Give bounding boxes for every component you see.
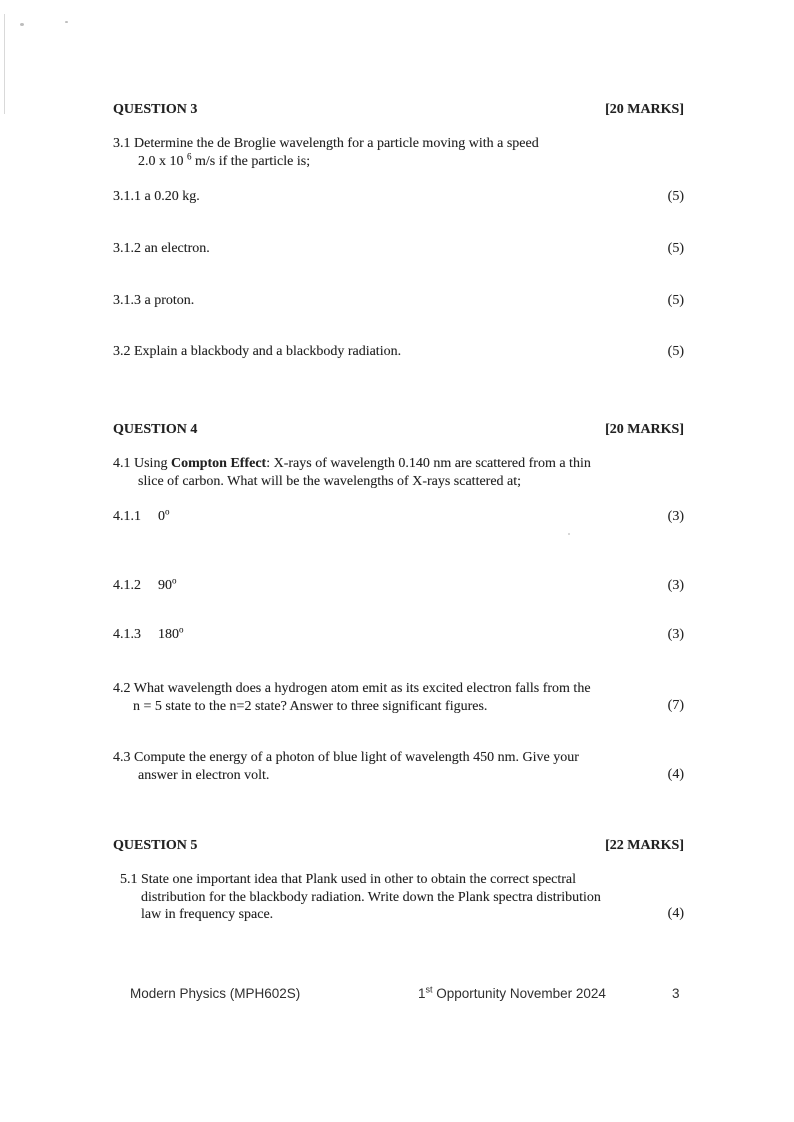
q5-1-line2: distribution for the blackbody radiation. Write down the Plank spectra distribution — [141, 889, 601, 905]
question-4-2 — [113, 680, 684, 715]
q4-1-3-marks: (3) — [667, 627, 684, 642]
q5-1-marks: (4) — [667, 906, 684, 921]
q3-1-1-marks: (5) — [667, 189, 684, 204]
question-3-1-1 — [113, 188, 684, 206]
q4-1-line2: slice of carbon. What will be the wavelengths of X-rays scattered at; — [138, 473, 522, 489]
q3-1-3-marks: (5) — [667, 293, 684, 308]
scan-artifact-line — [4, 14, 5, 114]
question4-title: QUESTION 4 — [113, 422, 198, 437]
question5-marks: [22 MARKS] — [605, 838, 684, 853]
q4-2-line2: n = 5 state to the n=2 state? Answer to three significant figures. — [133, 698, 488, 714]
question4-marks: [20 MARKS] — [605, 422, 684, 437]
q4-1-line1 — [113, 455, 684, 473]
q4-1-1-number: 4.1.1 — [113, 509, 141, 524]
q4-2-marks: (7) — [667, 697, 684, 713]
footer-session — [418, 986, 606, 1001]
question-3-1-2 — [113, 240, 684, 258]
scan-artifact-dot — [65, 21, 68, 23]
q4-1-pre: 4.1 Using — [113, 456, 171, 471]
q4-1-3-number: 4.1.3 — [113, 627, 141, 642]
q3-1-1-label: 3.1.1 a 0.20 kg. — [113, 189, 200, 204]
question-4-1-1 — [113, 508, 684, 526]
question3-header — [113, 101, 684, 119]
q5-1-line1: 5.1 State one important idea that Plank used in other to obtain the correct spectral — [120, 872, 577, 887]
footer-course: Modern Physics (MPH602S) — [130, 986, 301, 1001]
scan-artifact-dot — [568, 533, 570, 535]
q4-1-1-angle: 0 — [158, 509, 165, 524]
question-3-2 — [113, 343, 684, 361]
question5-title: QUESTION 5 — [113, 838, 198, 853]
question-3-1-3 — [113, 292, 684, 310]
q4-1-3-angle: 180 — [158, 627, 179, 642]
q4-3-line1: 4.3 Compute the energy of a photon of blue light of wavelength 450 nm. Give your — [113, 750, 579, 765]
q3-2-marks: (5) — [667, 344, 684, 359]
question-3-1 — [113, 135, 684, 170]
q4-3-line2: answer in electron volt. — [138, 767, 270, 783]
q3-1-2-label: 3.1.2 an electron. — [113, 241, 210, 256]
q4-1-3-label — [113, 626, 184, 644]
question-4-3 — [113, 749, 684, 784]
q4-1-2-label — [113, 577, 177, 595]
q4-2-line1: 4.2 What wavelength does a hydrogen atom emit as its excited electron falls from the — [113, 681, 591, 696]
question-4-1 — [113, 455, 684, 490]
question-5-1 — [120, 871, 684, 924]
q4-1-1-degree: o — [165, 506, 170, 517]
question-4-1-3 — [113, 626, 684, 644]
q3-1-line1: 3.1 Determine the de Broglie wavelength for a particle moving with a speed — [113, 136, 539, 151]
q3-2-label: 3.2 Explain a blackbody and a blackbody radiation. — [113, 344, 402, 359]
q3-1-3-label: 3.1.3 a proton. — [113, 293, 195, 308]
footer-session-number: 1 — [418, 986, 426, 1001]
question-4-1-2 — [113, 577, 684, 595]
footer-page-number: 3 — [672, 986, 680, 1001]
q4-3-marks: (4) — [667, 766, 684, 782]
question4-header — [113, 421, 684, 439]
q4-1-3-degree: o — [179, 624, 184, 635]
q5-1-line3: law in frequency space. — [141, 907, 274, 922]
q4-1-2-marks: (3) — [667, 578, 684, 593]
question3-title: QUESTION 3 — [113, 102, 198, 117]
q3-1-line2-post: m/s if the particle is; — [191, 153, 311, 169]
scan-artifact-dot — [20, 23, 24, 26]
q4-1-2-angle: 90 — [158, 578, 172, 593]
q4-1-1-marks: (3) — [667, 509, 684, 524]
q4-1-2-number: 4.1.2 — [113, 578, 141, 593]
footer-session-rest: Opportunity November 2024 — [432, 986, 606, 1001]
question5-header — [113, 837, 684, 855]
q4-1-post: : X-rays of wavelength 0.140 nm are scattered from a thin — [266, 456, 591, 471]
question3-marks: [20 MARKS] — [605, 102, 684, 117]
q3-1-2-marks: (5) — [667, 241, 684, 256]
q4-1-2-degree: o — [172, 575, 177, 586]
q3-1-line2-pre: 2.0 x 10 — [138, 153, 187, 169]
q4-1-bold-term: Compton Effect — [170, 456, 267, 471]
q3-1-line2 — [113, 150, 684, 171]
q3-1-exponent: 6 — [187, 150, 192, 161]
footer-session-ordinal: st — [425, 984, 433, 995]
q4-1-1-label — [113, 508, 170, 526]
